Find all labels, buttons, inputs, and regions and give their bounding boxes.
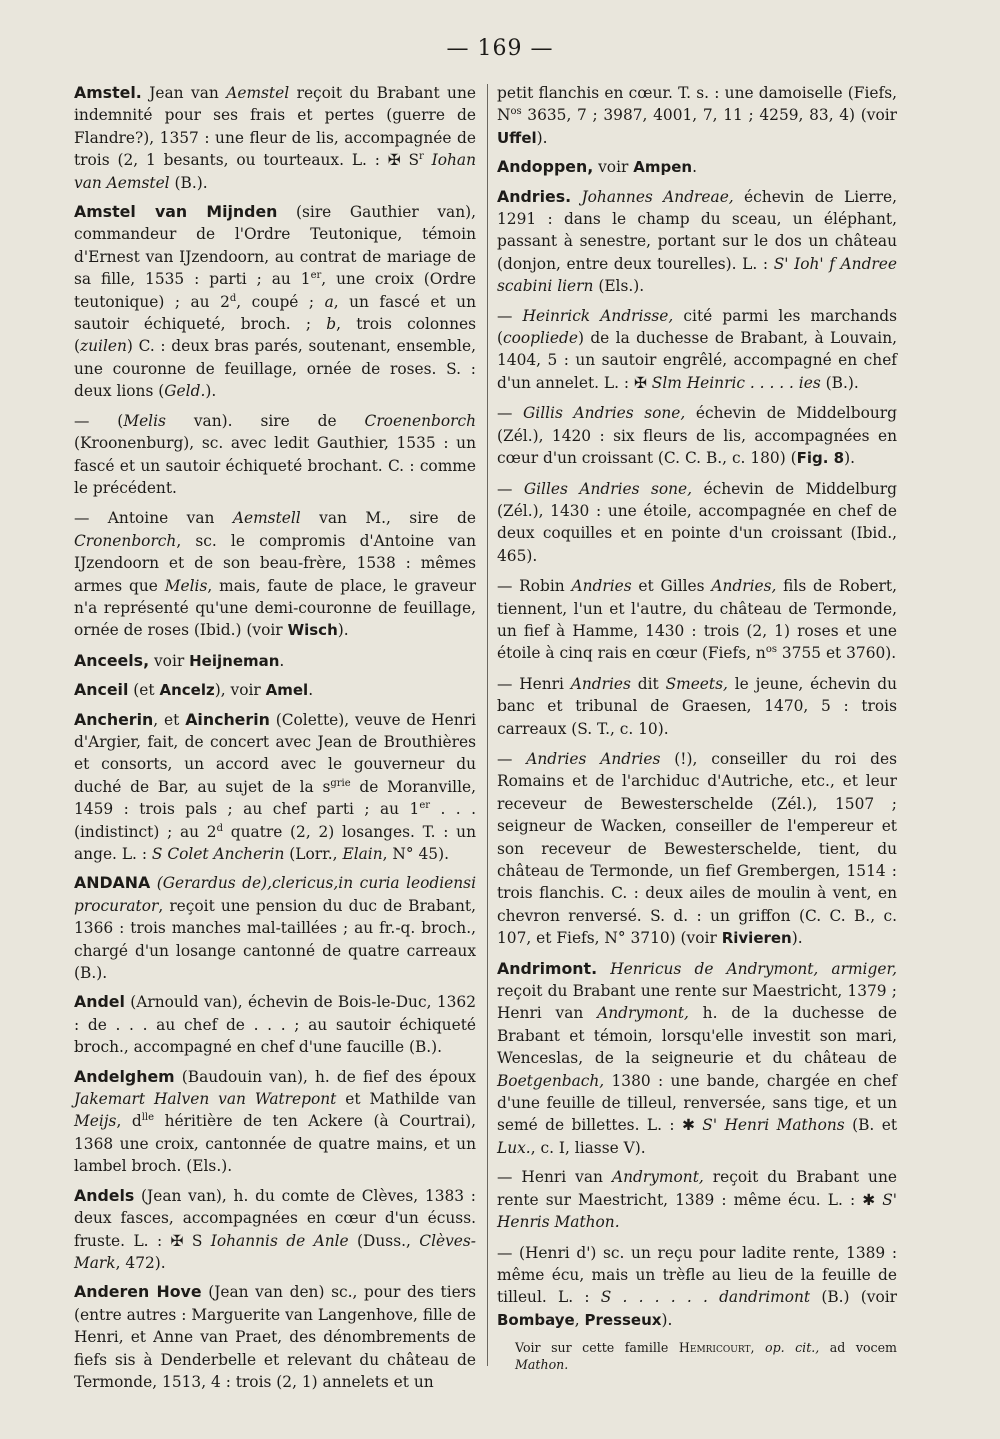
text-run: — Antoine van	[74, 509, 233, 528]
text-run: , un fascé et un sautoir échiqueté, broch. ;	[74, 292, 476, 334]
text-run: voir	[149, 651, 190, 670]
text-run: 1380 : une bande, chargée en chef d'une feuille de tilleul, renversée, sans tige, et un semé de billettes. L. : ✱	[497, 1071, 897, 1135]
text-run: (Jean van den) sc., pour des tiers (entre autres : Marguerite van Langenhove, fille de Henri, et Anne van Praet, des dénombrements de fiefs sis à Denderbelle et relevant du château de Termonde, 1513, 4 : trois (2, 1) annelets et un	[74, 1283, 476, 1391]
text-run: Andries	[570, 674, 631, 693]
text-run: (B. et	[844, 1116, 898, 1135]
entry-henri-andries-smeets	[497, 673, 897, 740]
text-run: ), voir	[214, 681, 266, 700]
text-run: Geld.	[164, 382, 206, 401]
text-run: (Colette), veuve de Henri d'Argier, fait, de concert avec Jean de Brouthières et consorts, un accord avec le gouverneur du duché de Bar, au sujet de la s	[74, 710, 476, 796]
column-divider	[487, 84, 488, 1366]
text-run: , N° 45).	[382, 845, 449, 863]
text-run: lle	[141, 1112, 155, 1124]
text-run: — (Henri d') sc. un reçu pour ladite rente, 1389 : même écu, mais un trèfle au lieu de la feuille de tilleul. L. :	[497, 1243, 897, 1307]
text-run: Andries	[571, 577, 632, 596]
text-run: S' Henri Mathons	[702, 1116, 845, 1135]
entry-andries	[497, 186, 897, 298]
text-run: Andrimont.	[497, 958, 598, 978]
entry-andel	[74, 991, 476, 1058]
text-run: (sire Gauthier van), commandeur de l'Ordre Teutonique, témoin d'Ernest van IJzendoorn, au contrat de mariage de sa fille, 1535 : parti ; au 1	[74, 203, 476, 289]
text-run: , d	[116, 1112, 142, 1131]
text-run: voir	[593, 158, 634, 177]
entry-heinrick-andrisse	[497, 305, 897, 395]
text-run: Aincherin	[185, 709, 270, 729]
text-run: Andries.	[497, 186, 572, 206]
text-run: Aemstell	[232, 509, 301, 528]
text-run: b	[326, 315, 337, 334]
text-run: ).	[791, 929, 803, 948]
text-run: —	[497, 306, 523, 325]
text-run: (Jean van), h. du comte de Clèves, 1383 : deux fasces, accompagnées en cœur d'un écuss. fruste. L. : ✠ S	[74, 1186, 476, 1250]
text-run: Meijs	[74, 1112, 117, 1131]
text-run: op. cit.,	[764, 1340, 820, 1356]
text-run: Iohan van Aemstel	[74, 151, 476, 192]
text-run: ,	[574, 1310, 585, 1329]
text-run: . . . (indistinct) ; au 2	[74, 800, 477, 841]
text-run: Melis	[164, 576, 208, 595]
text-run: ) de la duchesse de Brabant, à Louvain, 1404, 5 : un sautoir engrêlé, accompagné en chef d'un annelet. L. : ✠	[497, 329, 897, 392]
text-run: petit flanchis en cœur. T. s. : une damoiselle (Fiefs, N	[497, 84, 897, 125]
text-run: Melis	[123, 411, 166, 430]
text-run: —	[497, 404, 523, 423]
text-run: .	[692, 158, 697, 177]
text-run: (Kroonenburg), sc. avec ledit Gauthier, 1535 : un fascé et un sautoir échiqueté brochant. C. : comme le précédent.	[74, 434, 476, 497]
text-run: , 472).	[115, 1253, 166, 1272]
text-run: Cronenborch	[74, 531, 177, 550]
text-run: van M., sire de	[300, 509, 476, 528]
text-run: Smeets,	[665, 674, 728, 693]
text-run: Mathon.	[515, 1357, 569, 1373]
text-run: Bombaye	[497, 1310, 575, 1329]
text-run: (Arnould van), échevin de Bois-le-Duc, 1362 : de . . . au chef de . . . ; au sautoir échiqueté broch., accompagné en chef d'une faucille (B.).	[74, 993, 476, 1057]
text-run: échevin de Lierre, 1291 : dans le champ du sceau, un éléphant, passant à senestre, portant sur le dos un château (donjon, entre deux tourelles). L. :	[497, 187, 897, 273]
text-run: (Lorr.,	[284, 845, 343, 863]
text-run: ).	[205, 382, 217, 401]
text-run: S Colet Ancherin	[151, 845, 285, 863]
text-run: r	[419, 151, 424, 163]
text-run: Slm Heinric . . . . . ies	[651, 373, 821, 392]
entry-gillis-andries	[497, 402, 897, 469]
text-run: héritière de ten Ackere (à Courtrai), 1368 une croix, cantonnée de quatre mains, et un lambel broch. (Els.).	[74, 1112, 476, 1176]
text-run: Ampen	[633, 158, 693, 177]
text-run: — Henri van	[497, 1168, 612, 1187]
text-run: Rivieren	[721, 929, 792, 948]
entry-melis	[74, 410, 476, 500]
footnote	[515, 1339, 897, 1373]
text-run: S' Ioh' f Andree scabini liern	[497, 254, 898, 296]
entry-henri-van-andrymont	[497, 1166, 897, 1233]
text-run: coopliede	[503, 329, 578, 348]
text-run: (Duss.,	[348, 1231, 420, 1250]
text-run: ANDANA	[74, 873, 151, 893]
text-run: (!), conseiller du roi des Romains et de l'archiduc d'Autriche, etc., et leur receveur de Bewesterschelde (Zél.), 1507 ; seigneur de Wacken, conseiller de l'empereur et son receveur de Bewesterschelde, tient, du château de Termonde, un fief Grembergen, 1514 : trois flanchis. C. : deux ailes de moulin à vent, en chevron renversé. S. d. : un griffon (C. C. B., c. 107, et Fiefs, N° 3710) (voir	[497, 749, 897, 948]
text-run: ad vocem	[819, 1340, 897, 1356]
entry-andries-andries	[497, 748, 897, 950]
text-run: S' Henris Mathon.	[497, 1190, 897, 1232]
text-run: —	[497, 479, 524, 498]
text-run: Fig. 8	[796, 449, 845, 468]
text-run: .	[308, 681, 314, 700]
entry-ancherin	[74, 709, 476, 866]
text-run: Hemricourt	[678, 1340, 751, 1356]
text-run: Andoppen,	[497, 157, 594, 177]
text-run: Boetgenbach,	[497, 1071, 605, 1090]
text-run: —	[497, 749, 527, 768]
entry-uffel-continuation	[497, 82, 897, 149]
text-run: Amel	[265, 681, 309, 700]
text-run: reçoit du Brabant une rente sur Maestricht, 1389 : même écu. L. : ✱	[497, 1168, 897, 1209]
text-run: , c. I, liasse V).	[530, 1138, 646, 1157]
text-run: Andels	[74, 1185, 135, 1205]
right-column	[497, 82, 897, 1373]
entry-anceels	[74, 650, 476, 672]
text-run: et Mathilde van	[336, 1090, 476, 1109]
page-number: — 169 —	[446, 36, 554, 61]
text-run: , sc. le compromis d'Antoine van IJzendoorn et de son beau-frère, 1538 : mêmes armes que	[74, 531, 476, 595]
entry-andelghem	[74, 1066, 476, 1178]
text-run: Jean van	[141, 84, 227, 102]
text-run: , une croix (Ordre teutonique) ; au 2	[74, 270, 476, 311]
text-run: ).	[661, 1310, 673, 1329]
text-run: os	[765, 644, 777, 656]
text-run: (B.).	[169, 173, 208, 192]
text-run: échevin de Middelbourg (Zél.), 1420 : six fleurs de lis, accompagnées en cœur d'un croissant (C. C. B., c. 180) (	[497, 404, 897, 468]
text-run: ).	[844, 449, 856, 468]
left-column	[74, 82, 476, 1400]
text-run: d	[216, 822, 223, 834]
entry-amstel-van-mijnden	[74, 201, 476, 403]
text-run: reçoit du Brabant une rente sur Maestricht, 1379 ; Henri van	[497, 982, 897, 1023]
text-run: ) C. : deux bras parés, soutenant, ensemble, une couronne de feuillage, ornée de roses. S. : deux lions (	[74, 337, 476, 401]
text-run: Wisch	[287, 621, 338, 640]
text-run: Presseux	[584, 1310, 662, 1329]
text-run: Ancelz	[159, 681, 215, 700]
text-run: Andries Andries	[526, 749, 661, 768]
entry-robin-andries	[497, 575, 897, 665]
text-run: Amstel van Mijnden	[74, 202, 278, 222]
entry-andana	[74, 872, 476, 984]
text-run: Anceil	[74, 680, 129, 700]
text-run: Heinrick Andrisse,	[522, 306, 674, 325]
text-run: , et	[153, 710, 186, 729]
text-run: Anderen Hove	[74, 1282, 202, 1302]
text-run: de Moranville, 1459 : trois pals ; au chef parti ; au 1	[74, 777, 476, 819]
text-run: Andelghem	[74, 1066, 175, 1086]
text-run: ).	[337, 621, 349, 640]
entry-anderen-hove	[74, 1281, 476, 1393]
entry-henri-d	[497, 1242, 897, 1332]
text-run: (Gerardus de),clericus,in curia leodiensi procurator	[74, 874, 476, 915]
text-run: Andel	[74, 992, 125, 1012]
entry-amstel	[74, 82, 476, 194]
text-run: le jeune, échevin du banc et tribunal de Graesen, 1470, 5 : trois carreaux (S. T., c. 10).	[497, 674, 897, 738]
text-run: ).	[536, 128, 548, 147]
entry-antoine	[74, 507, 476, 641]
text-run: Henricus de Andrymont, armiger,	[597, 959, 897, 978]
text-run: Jakemart Halven van Watrepont	[74, 1090, 337, 1109]
text-run: Johannes Andreae,	[571, 187, 734, 206]
text-run: Ancherin	[74, 709, 154, 729]
text-run: échevin de Middelburg (Zél.), 1430 : une étoile, accompagnée en chef de deux coquilles et en pointe d'un croissant (Ibid., 465).	[497, 479, 897, 565]
text-run: os	[510, 106, 522, 118]
entry-anceil	[74, 679, 476, 701]
text-run: Heijneman	[189, 651, 280, 670]
text-run: (Els.).	[593, 277, 645, 296]
text-run: er	[419, 800, 431, 812]
text-run: — Robin	[497, 577, 572, 596]
text-run: , coupé ;	[236, 292, 325, 311]
text-run: d	[229, 292, 237, 304]
entry-andrimont	[497, 958, 897, 1160]
text-run: van). sire de	[165, 411, 365, 430]
text-run: Elain	[342, 845, 383, 863]
entry-andels	[74, 1185, 476, 1275]
text-run: (B.) (voir	[810, 1288, 898, 1307]
text-run: zuilen	[80, 337, 127, 356]
text-run: a	[324, 292, 334, 311]
text-run: , reçoit une pension du duc de Brabant, 1366 : trois manches mal-taillées ; au fr.-q. broch., chargé d'un losange cantonné de quatre carreaux (B.).	[74, 896, 476, 983]
text-run: Andries,	[711, 577, 777, 596]
text-run: h. de la duchesse de Brabant et témoin, lorsqu'elle investit son mari, Wenceslas, de la seigneurie et du château de	[497, 1004, 898, 1068]
text-run: Aemstel	[226, 84, 290, 102]
text-run: (Baudouin van), h. de fief des époux	[174, 1067, 476, 1086]
text-run: fils de Robert, tiennent, l'un et l'autre, du château de Termonde, un fief à Hamme, 1430 : trois (2, 1) roses et une étoile à cinq rais en cœur (Fiefs, n	[497, 577, 897, 663]
text-run: Andrymont,	[611, 1168, 704, 1187]
text-run: .	[279, 651, 285, 670]
text-run: Croenenborch	[364, 411, 476, 430]
text-run: Andrymont,	[597, 1004, 689, 1023]
text-run: et Gilles	[631, 577, 712, 596]
text-run: Gilles Andries sone,	[523, 479, 693, 498]
text-run: — Henri	[497, 674, 571, 693]
text-run: Iohannis de Anle	[210, 1231, 349, 1250]
text-run: Uffel	[497, 128, 537, 147]
text-run: S . . . . . . dandrimont	[600, 1288, 811, 1307]
text-run: er	[310, 270, 322, 282]
text-run: quatre (2, 2) losanges. T. : un ange. L. :	[74, 822, 476, 863]
text-run: , mais, faute de place, le graveur n'a représenté qu'une demi-couronne de feuillage, ornée de roses (Ibid.) (voir	[74, 576, 476, 640]
text-run: Anceels,	[74, 650, 150, 670]
text-run: (et	[128, 681, 160, 700]
text-run: 3755 et 3760).	[777, 644, 897, 663]
text-run: grie	[330, 777, 351, 789]
text-run: 3635, 7 ; 3987, 4001, 7, 11 ; 4259, 83, 4) (voir	[521, 106, 897, 125]
text-run: reçoit du Brabant une indemnité pour ses frais et pertes (guerre de Flandre?), 1357 : une fleur de lis, accompagnée de trois (2, 1 besants, ou tourteaux. L. : ✠ S	[74, 84, 476, 170]
text-run: Amstel.	[74, 83, 142, 102]
entry-andoppen	[497, 156, 897, 178]
text-run: cité parmi les marchands (	[497, 306, 898, 348]
text-run: Lux.	[497, 1138, 531, 1157]
text-run: (B.).	[820, 373, 859, 392]
text-run: ,	[750, 1340, 765, 1356]
text-run: , trois colonnes (	[74, 315, 476, 356]
text-run: — (	[74, 411, 124, 430]
text-run: Gillis Andries sone,	[522, 404, 686, 423]
entry-gilles-andries	[497, 478, 897, 568]
text-run: dit	[630, 674, 666, 693]
text-run: Clèves-Mark	[74, 1231, 477, 1272]
text-run: Voir sur cette famille	[515, 1340, 679, 1356]
